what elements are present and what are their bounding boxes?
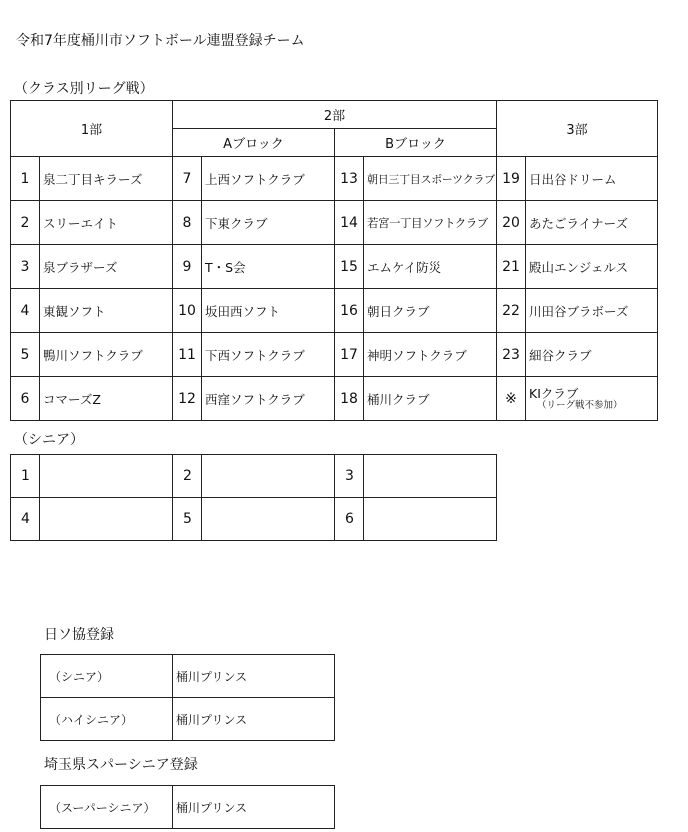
table-row — [11, 333, 658, 377]
team-number: 5 — [173, 498, 202, 541]
team-number: 21 — [497, 245, 526, 289]
category-cell: （スーパーシニア） — [41, 786, 173, 829]
table-row — [41, 786, 335, 829]
team-note: （リーグ戦不参加） — [537, 399, 623, 411]
team-name: 細谷クラブ — [526, 333, 658, 377]
senior-table — [10, 454, 497, 541]
team-name: スリーエイト — [40, 201, 173, 245]
team-number: 17 — [335, 333, 364, 377]
team-number: 3 — [335, 455, 364, 498]
table-row — [11, 377, 658, 421]
team-name-with-note — [526, 377, 658, 421]
category-cell: （シニア） — [41, 655, 173, 698]
team-name-empty — [40, 498, 173, 541]
team-number: 12 — [173, 377, 202, 421]
team-number: 14 — [335, 201, 364, 245]
league-table — [10, 100, 658, 421]
team-name: 桶川プリンス — [173, 786, 335, 829]
nisso-section-label: 日ソ協登録 — [44, 627, 114, 643]
team-number: 1 — [11, 455, 40, 498]
team-number: 20 — [497, 201, 526, 245]
team-name: 東観ソフト — [40, 289, 173, 333]
reference-mark: ※ — [497, 377, 526, 421]
team-number: 2 — [11, 201, 40, 245]
team-number: 8 — [173, 201, 202, 245]
team-name: エムケイ防災 — [364, 245, 497, 289]
team-number: 4 — [11, 498, 40, 541]
team-name: 上西ソフトクラブ — [202, 157, 335, 201]
table-row — [11, 455, 497, 498]
team-name: 川田谷ブラボーズ — [526, 289, 658, 333]
team-number: 22 — [497, 289, 526, 333]
team-name: 朝日三丁目スポーツクラブ — [364, 157, 497, 201]
team-name: 若宮一丁目ソフトクラブ — [364, 201, 497, 245]
table-row — [11, 245, 658, 289]
table-row — [11, 498, 497, 541]
team-name: 泉二丁目キラーズ — [40, 157, 173, 201]
team-name: 桶川プリンス — [173, 698, 335, 741]
team-number: 9 — [173, 245, 202, 289]
team-name: 坂田西ソフト — [202, 289, 335, 333]
page-title: 令和7年度桶川市ソフトボール連盟登録チーム — [16, 33, 305, 49]
team-name: コマーズZ — [40, 377, 173, 421]
team-number: 18 — [335, 377, 364, 421]
team-number: 13 — [335, 157, 364, 201]
team-number: 10 — [173, 289, 202, 333]
team-name-empty — [364, 455, 497, 498]
team-number: 6 — [335, 498, 364, 541]
team-name: 鴨川ソフトクラブ — [40, 333, 173, 377]
team-name: 神明ソフトクラブ — [364, 333, 497, 377]
saitama-section-label: 埼玉県スパーシニア登録 — [44, 757, 198, 773]
team-name: 桶川クラブ — [364, 377, 497, 421]
team-name: あたごライナーズ — [526, 201, 658, 245]
table-row — [41, 698, 335, 741]
nisso-registration-table — [40, 654, 335, 741]
team-name: 朝日クラブ — [364, 289, 497, 333]
team-name: KIクラブ — [529, 385, 579, 401]
team-name: 西窪ソフトクラブ — [202, 377, 335, 421]
team-name: 日出谷ドリーム — [526, 157, 658, 201]
senior-section-label: （シニア） — [14, 432, 84, 448]
block-b-header: Bブロック — [335, 129, 497, 157]
team-name-empty — [40, 455, 173, 498]
saitama-registration-table — [40, 785, 335, 829]
team-name-empty — [364, 498, 497, 541]
team-name: 殿山エンジェルス — [526, 245, 658, 289]
block-a-header: Aブロック — [173, 129, 335, 157]
team-number: 19 — [497, 157, 526, 201]
table-row — [11, 201, 658, 245]
team-name: 泉ブラザーズ — [40, 245, 173, 289]
division-1-header: 1部 — [11, 101, 173, 157]
team-name: 下西ソフトクラブ — [202, 333, 335, 377]
table-row — [41, 655, 335, 698]
division-2-header: 2部 — [173, 101, 497, 129]
team-name: T・S会 — [202, 245, 335, 289]
team-number: 15 — [335, 245, 364, 289]
team-name: 桶川プリンス — [173, 655, 335, 698]
team-name: 下東クラブ — [202, 201, 335, 245]
team-number: 7 — [173, 157, 202, 201]
league-section-label: （クラス別リーグ戦） — [14, 81, 154, 97]
team-number: 4 — [11, 289, 40, 333]
team-number: 1 — [11, 157, 40, 201]
table-row — [11, 289, 658, 333]
division-3-header: 3部 — [497, 101, 658, 157]
team-number: 6 — [11, 377, 40, 421]
team-number: 2 — [173, 455, 202, 498]
team-number: 5 — [11, 333, 40, 377]
table-row — [11, 157, 658, 201]
team-name-empty — [202, 455, 335, 498]
team-number: 16 — [335, 289, 364, 333]
team-name-empty — [202, 498, 335, 541]
team-number: 23 — [497, 333, 526, 377]
team-number: 11 — [173, 333, 202, 377]
team-number: 3 — [11, 245, 40, 289]
category-cell: （ハイシニア） — [41, 698, 173, 741]
